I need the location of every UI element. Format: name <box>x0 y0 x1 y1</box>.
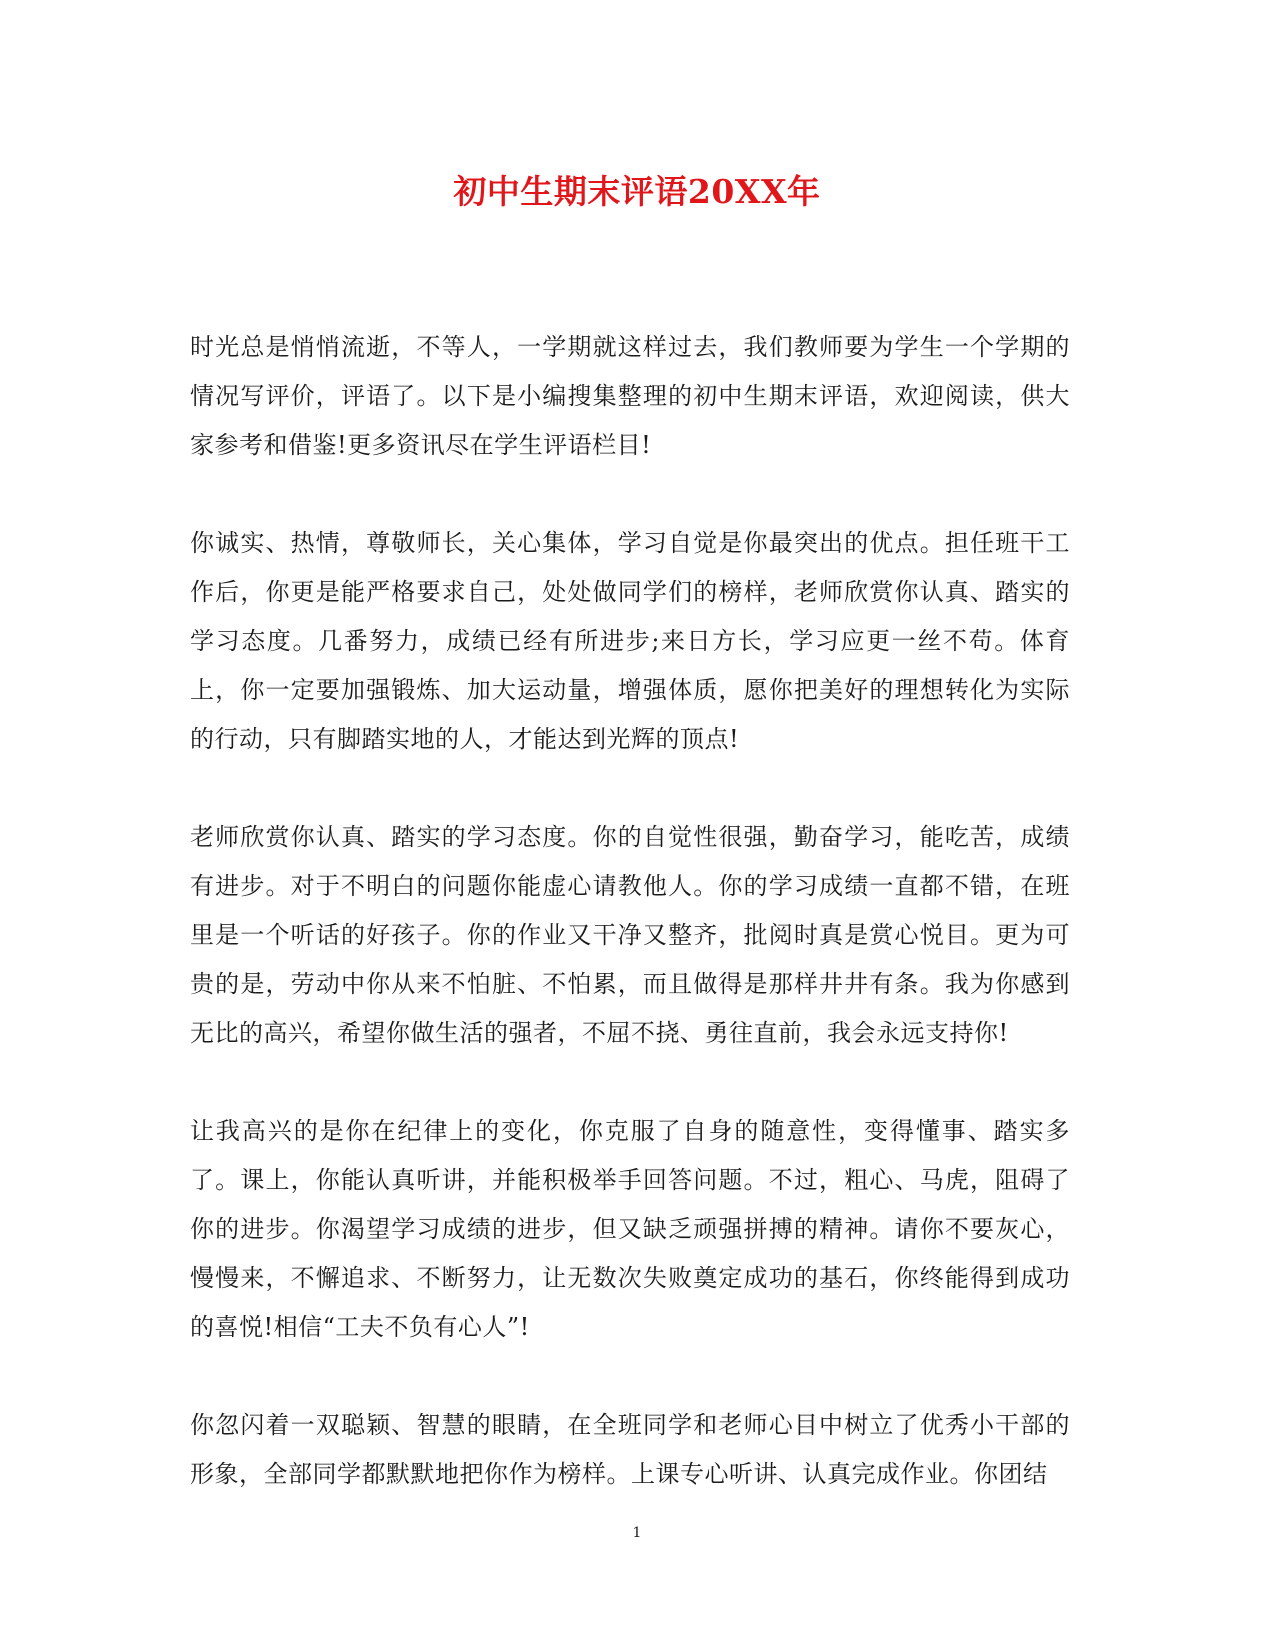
document-title: 初中生期末评语20XX年 <box>453 172 821 211</box>
document-body <box>190 323 1070 1499</box>
page-number: 1 <box>632 1525 642 1541</box>
paragraph-comment-1: 你诚实、热情，尊敬师长，关心集体，学习自觉是你最突出的优点。担任班干工作后，你更是能严格要求自己，处处做同学们的榜样，老师欣赏你认真、踏实的学习态度。几番努力，成绩已经有所进步;来日方长，学习应更一丝不苟。体育上，你一定要加强锻炼、加大运动量，增强体质，愿你把美好的理想转化为实际的行动，只有脚踏实地的人，才能达到光辉的顶点! <box>190 529 1070 753</box>
paragraph-comment-2: 老师欣赏你认真、踏实的学习态度。你的自觉性很强，勤奋学习，能吃苦，成绩有进步。对于不明白的问题你能虚心请教他人。你的学习成绩一直都不错，在班里是一个听话的好孩子。你的作业又干净又整齐，批阅时真是赏心悦目。更为可贵的是，劳动中你从来不怕脏、不怕累，而且做得是那样井井有条。我为你感到无比的高兴，希望你做生活的强者，不屈不挠、勇往直前，我会永远支持你! <box>190 823 1070 1047</box>
paragraph-comment-4: 你忽闪着一双聪颖、智慧的眼睛，在全班同学和老师心目中树立了优秀小干部的形象，全部同学都默默地把你作为榜样。上课专心听讲、认真完成作业。你团结 <box>190 1411 1070 1488</box>
paragraph-intro: 时光总是悄悄流逝，不等人，一学期就这样过去，我们教师要为学生一个学期的情况写评价，评语了。以下是小编搜集整理的初中生期末评语，欢迎阅读，供大家参考和借鉴!更多资讯尽在学生评语栏目! <box>190 333 1070 459</box>
paragraph-comment-3: 让我高兴的是你在纪律上的变化，你克服了自身的随意性，变得懂事、踏实多了。课上，你能认真听讲，并能积极举手回答问题。不过，粗心、马虎，阻碍了你的进步。你渴望学习成绩的进步，但又缺乏顽强拼搏的精神。请你不要灰心，慢慢来，不懈追求、不断努力，让无数次失败奠定成功的基石，你终能得到成功的喜悦!相信“工夫不负有心人”! <box>190 1117 1070 1341</box>
